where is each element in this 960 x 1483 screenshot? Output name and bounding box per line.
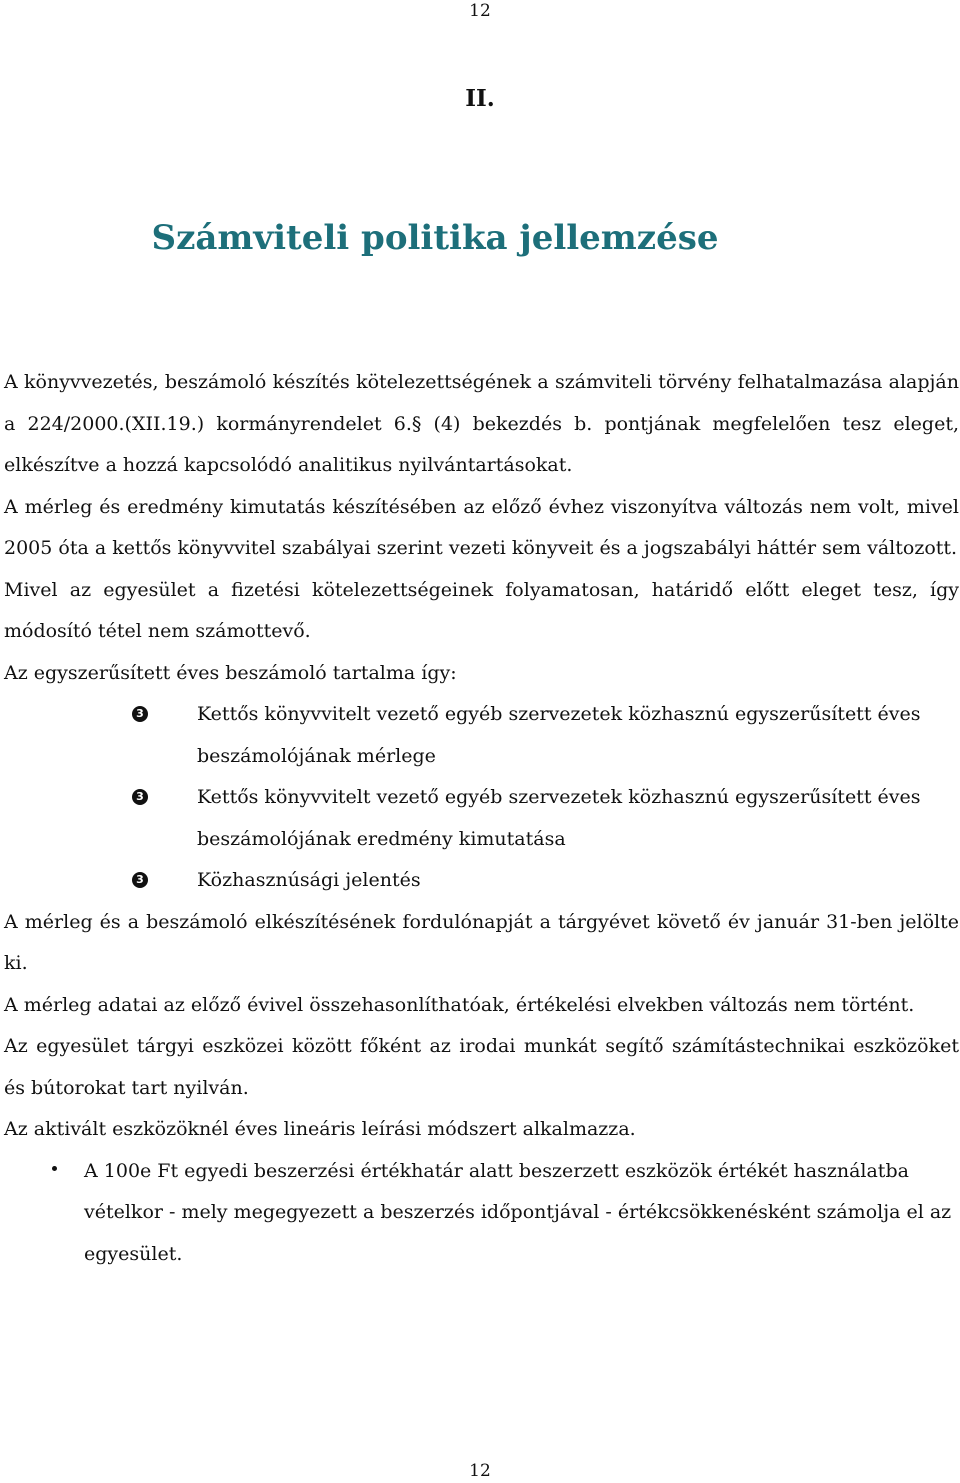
page-number-top: 12 [469, 1, 491, 21]
paragraph-balance-sheet: A mérleg és eredmény kimutatás készítésében az előző évhez viszonyítva változás nem volt, mivel 2005 óta a kettős könyvvitel szabályai szerint vezeti könyveit és a jogszabályi háttér sem változott. [4, 495, 959, 559]
document-body [4, 362, 959, 1275]
list-item-text: A 100e Ft egyedi beszerzési értékhatár alatt beszerzett eszközök értékét használatba vételkor - mely megegyezett a beszerzés időpontjával - értékcsökkenésként számolja el az egyesület. [84, 1159, 952, 1265]
paragraph-payment-obligations: Mivel az egyesület a fizetési kötelezettségeinek folyamatosan, határidő előtt eleget tesz, így módosító tétel nem számottevő. [4, 578, 959, 642]
chapter-heading: II. [465, 85, 495, 112]
paragraph-fixed-assets: Az egyesület tárgyi eszközei között főként az irodai munkát segítő számítástechnikai eszközöket és bútorokat tart nyilván. [4, 1035, 959, 1099]
report-contents-list [4, 694, 959, 902]
list-item [4, 694, 959, 777]
numbered-circle-icon: 3 [132, 706, 148, 722]
numbered-circle-icon: 3 [132, 789, 148, 805]
paragraph-bookkeeping: A könyvvezetés, beszámoló készítés kötelezettségének a számviteli törvény felhatalmazása alapján a 224/2000.(XII.19.) kormányrendelet 6.§ (4) bekezdés b. pontjának megfelelően tesz eleget, elkészítve a hozzá kapcsolódó analitikus nyilvántartásokat. [4, 371, 959, 476]
list-item-text: Kettős könyvvitelt vezető egyéb szervezetek közhasznú egyszerűsített éves beszámolójának eredmény kimutatása [197, 786, 921, 850]
page-number-bottom: 12 [469, 1461, 491, 1481]
paragraph-comparability: A mérleg adatai az előző évivel összehasonlíthatóak, értékelési elvekben változás nem történt. [4, 993, 915, 1016]
list-item [4, 777, 959, 860]
paragraph-reporting-date: A mérleg és a beszámoló elkészítésének fordulónapját a tárgyévet követő év január 31-ben jelölte ki. [4, 910, 959, 974]
numbered-circle-icon: 3 [132, 872, 148, 888]
list-item-text: Közhasznúsági jelentés [197, 869, 421, 891]
bullet-icon [52, 1166, 57, 1171]
page-title: Számviteli politika jellemzése [151, 218, 719, 258]
list-item-text: Kettős könyvvitelt vezető egyéb szervezetek közhasznú egyszerűsített éves beszámolójának mérlege [197, 703, 921, 767]
paragraph-report-contents: Az egyszerűsített éves beszámoló tartalma így: [4, 661, 457, 684]
depreciation-bullet-list [4, 1151, 959, 1276]
paragraph-depreciation: Az aktivált eszközöknél éves lineáris leírási módszert alkalmazza. [4, 1118, 636, 1140]
list-item [4, 1151, 959, 1276]
list-item [4, 860, 959, 902]
